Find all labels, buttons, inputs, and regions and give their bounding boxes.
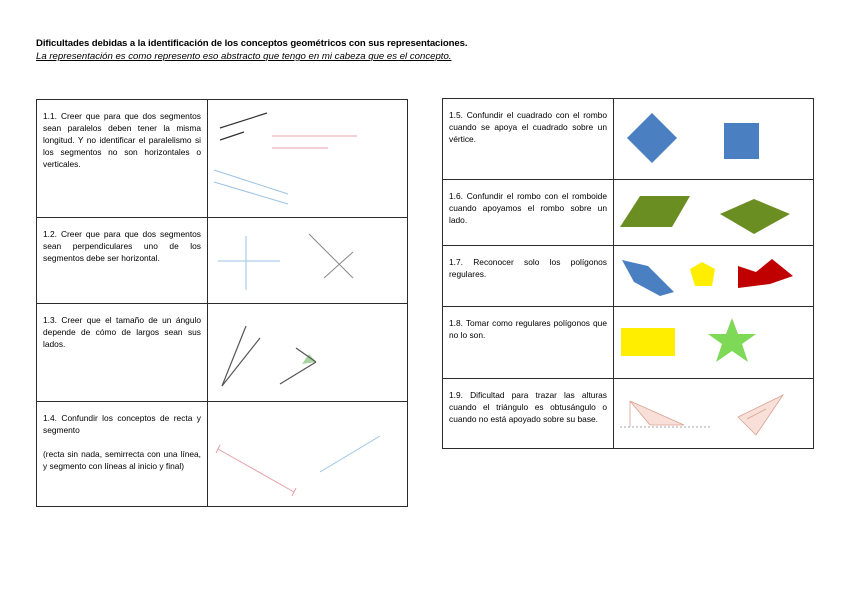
parallel-segments-figure: [208, 100, 406, 216]
page-subtitle: La representación es como represento eso abstracto que tengo en mi cabeza que es el concepto.: [36, 51, 452, 62]
black-segment-long: [220, 113, 267, 128]
segment-end-tick: [292, 488, 296, 496]
table-row: [443, 307, 814, 379]
row-1-4-figure: [208, 402, 408, 507]
row-1-8-figure: [614, 307, 814, 379]
table-row: [443, 379, 814, 449]
row-1-4-note: (recta sin nada, semirrecta con una línea, y segmento con líneas al inicio y final): [43, 449, 201, 471]
yellow-rectangle: [621, 328, 675, 356]
table-row: [37, 304, 408, 402]
rhombus: [720, 199, 790, 234]
row-1-5-text: 1.5. Confundir el cuadrado con el rombo cuando se apoya el cuadrado sobre un vértice.: [443, 99, 614, 180]
rotated-triangle: [738, 395, 783, 435]
row-1-2-figure: [208, 218, 408, 304]
triangle-heights-figure: [614, 379, 812, 447]
row-1-1-text: 1.1. Creer que para que dos segmentos sean paralelos deben tener la misma longitud. Y no identificar el paralelismo si los segmentos no son horizontales o verticales.: [37, 100, 208, 218]
green-star: [708, 318, 756, 362]
row-1-4-text: [37, 402, 208, 507]
row-1-8-text: 1.8. Tomar como regulares polígonos que no lo son.: [443, 307, 614, 379]
row-1-5-figure: [614, 99, 814, 180]
table-row: [37, 100, 408, 218]
blue-line: [320, 436, 380, 472]
segment-start-tick: [216, 445, 220, 453]
angle-a-side-1: [222, 326, 246, 386]
rhomboid: [620, 196, 690, 227]
angle-b-arc-fill: [302, 354, 316, 364]
table-row: [37, 218, 408, 304]
row-1-3-figure: [208, 304, 408, 402]
pink-segment: [218, 449, 294, 492]
row-1-9-text: 1.9. Dificultad para trazar las alturas cuando el triángulo es obtusángulo o cuando no está apoyado sobre su base.: [443, 379, 614, 449]
row-1-2-text: 1.2. Creer que para que dos segmentos sean perpendiculares uno de los segmentos debe ser horizontal.: [37, 218, 208, 304]
row-1-1-figure: [208, 100, 408, 218]
table-row: [443, 99, 814, 180]
angles-figure: [208, 304, 406, 400]
perpendicular-segments-figure: [208, 218, 406, 302]
square-on-vertex: [627, 113, 677, 163]
row-1-6-text: 1.6. Confundir el rombo con el romboide cuando apoyamos el rombo sobre un lado.: [443, 180, 614, 246]
row-1-7-text: 1.7. Reconocer solo los polígonos regulares.: [443, 246, 614, 307]
table-row: [443, 246, 814, 307]
row-1-7-figure: [614, 246, 814, 307]
row-1-9-figure: [614, 379, 814, 449]
row-1-3-text: 1.3. Creer que el tamaño de un ángulo depende de cómo de largos sean sus lados.: [37, 304, 208, 402]
angle-a-side-2: [222, 338, 260, 386]
row-1-6-figure: [614, 180, 814, 246]
blue-segment-long: [214, 170, 288, 194]
right-table: [442, 98, 814, 449]
angle-b-side-1: [280, 362, 316, 384]
left-table: [36, 99, 408, 507]
line-segment-figure: [208, 402, 406, 505]
square-upright: [724, 123, 759, 159]
polygons-figure: [614, 246, 812, 305]
red-irregular-polygon: [738, 259, 793, 288]
table-row: [37, 402, 408, 507]
page-title: Dificultades debidas a la identificación de los conceptos geométricos con sus representaciones.: [36, 38, 468, 49]
yellow-pentagon: [690, 262, 715, 286]
square-rhombus-figure: [614, 99, 812, 178]
table-row: [443, 180, 814, 246]
blue-irregular-polygon: [622, 260, 674, 296]
obtuse-triangle: [630, 401, 684, 425]
non-regular-figure: [614, 307, 812, 377]
black-segment-short: [220, 132, 244, 140]
blue-segment-short: [214, 182, 288, 204]
row-1-4-main: 1.4. Confundir los conceptos de recta y segmento: [43, 413, 201, 435]
rhombus-rhomboid-figure: [614, 180, 812, 244]
